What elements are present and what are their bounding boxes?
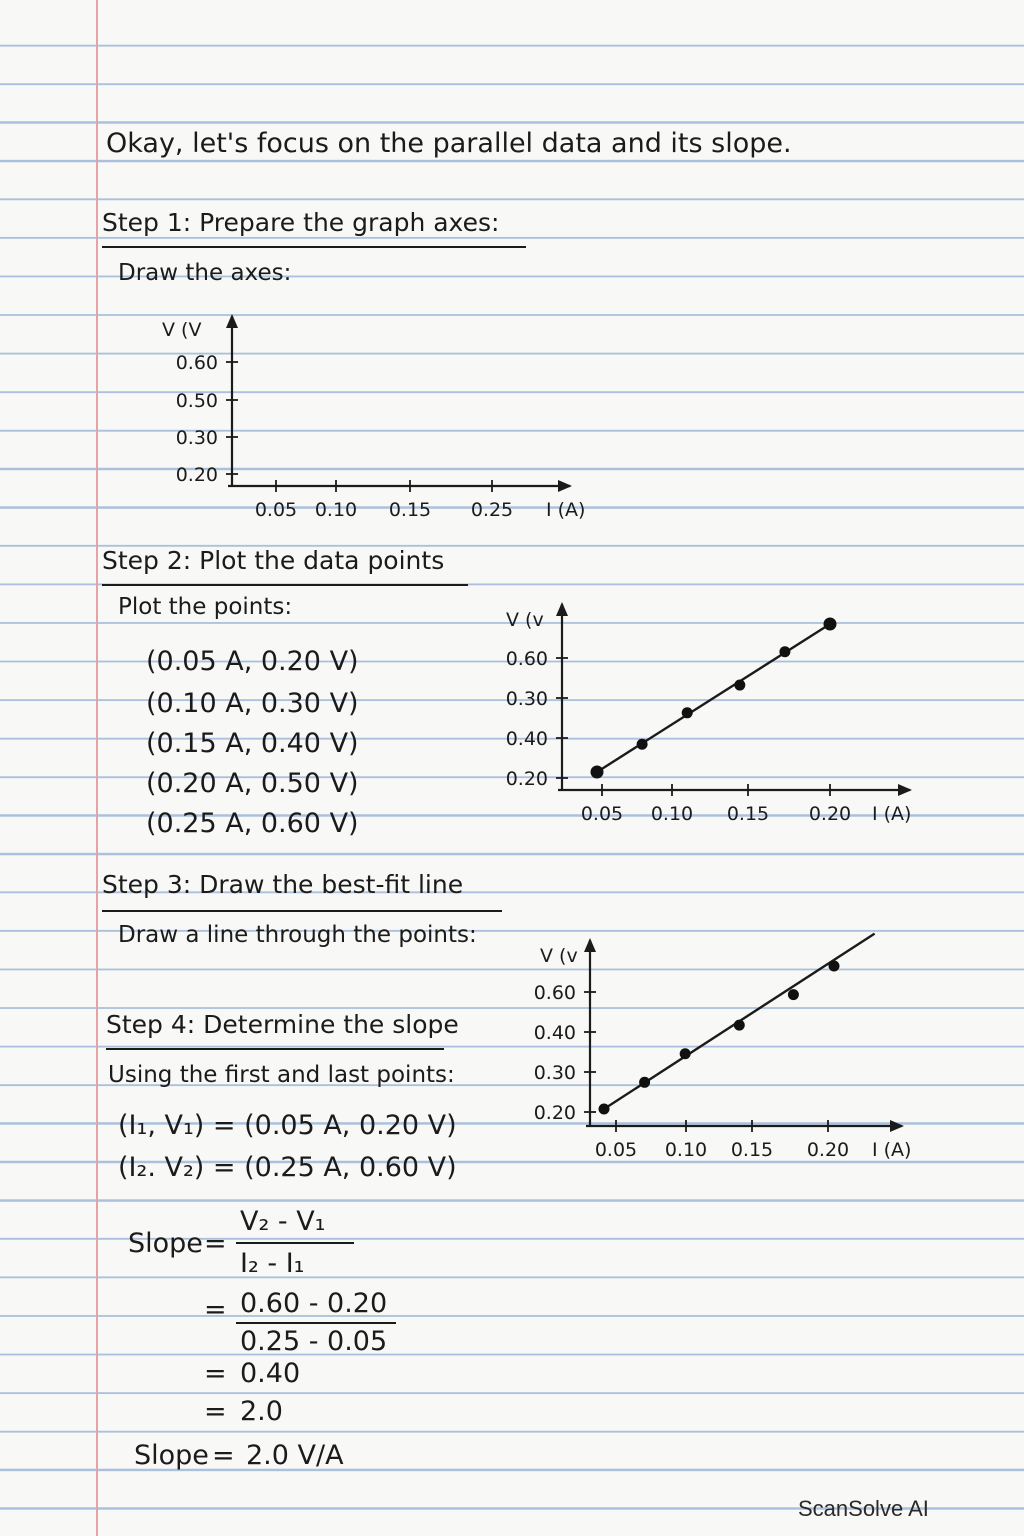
fraction1-bar bbox=[236, 1242, 354, 1244]
data-point bbox=[599, 1104, 610, 1115]
fraction1-denominator: I₂ - I₁ bbox=[240, 1248, 305, 1279]
equals-sign: = bbox=[212, 1440, 235, 1471]
equals-sign: = bbox=[204, 1294, 227, 1325]
y-tick-label: 0.40 bbox=[533, 1022, 576, 1044]
x-tick-label: 0.05 bbox=[254, 499, 298, 521]
y-axis-label: V (v bbox=[506, 609, 544, 631]
step4-title: Step 4: Determine the slope bbox=[106, 1010, 459, 1039]
x-tick-label: 0.15 bbox=[726, 803, 770, 825]
result-label: Slope bbox=[134, 1440, 209, 1471]
x-tick-label: 0.05 bbox=[580, 803, 624, 825]
step2-text: Plot the points: bbox=[118, 594, 293, 620]
x-tick-label: 0.10 bbox=[314, 499, 358, 521]
y-tick-label: 0.60 bbox=[175, 352, 218, 374]
y-tick-label: 0.30 bbox=[533, 1062, 576, 1084]
x-tick-label: 0.20 bbox=[808, 803, 852, 825]
y-axis-label: V (v bbox=[540, 945, 578, 967]
y-tick-label: 0.50 bbox=[175, 390, 218, 412]
y-tick-label: 0.60 bbox=[505, 648, 548, 670]
x-axis-arrow bbox=[890, 1120, 904, 1132]
y-tick-label: 0.60 bbox=[533, 982, 576, 1004]
y-axis-label: V (V bbox=[162, 319, 202, 341]
y-tick-label: 0.20 bbox=[533, 1102, 576, 1124]
point-item: (0.15 A, 0.40 V) bbox=[146, 728, 359, 759]
slope-label: Slope bbox=[128, 1228, 203, 1259]
step4-text: Using the first and last points: bbox=[108, 1062, 455, 1088]
x-tick-label: 0.10 bbox=[650, 803, 694, 825]
x-axis-label: I (A) bbox=[546, 499, 586, 521]
y-axis-arrow bbox=[584, 938, 596, 952]
intro-text: Okay, let's focus on the parallel data and its slope. bbox=[106, 128, 792, 159]
brand-watermark: ScanSolve AI bbox=[798, 1496, 929, 1521]
step3-text: Draw a line through the points: bbox=[118, 922, 477, 948]
slope-step4: 2.0 bbox=[240, 1396, 283, 1427]
step1-title: Step 1: Prepare the graph axes: bbox=[102, 208, 500, 237]
data-point bbox=[788, 989, 799, 1000]
x-axis-label: I (A) bbox=[872, 803, 912, 825]
step1-text: Draw the axes: bbox=[118, 260, 292, 286]
y-tick-label: 0.30 bbox=[505, 688, 548, 710]
point-item: (0.25 A, 0.60 V) bbox=[146, 808, 359, 839]
pair1-line: (I₁, V₁) = (0.05 A, 0.20 V) bbox=[118, 1110, 457, 1141]
x-tick-label: 0.10 bbox=[664, 1139, 708, 1161]
point-item: (0.10 A, 0.30 V) bbox=[146, 688, 359, 719]
point-item: (0.20 A, 0.50 V) bbox=[146, 768, 359, 799]
step2-title: Step 2: Plot the data points bbox=[102, 546, 445, 575]
data-point bbox=[639, 1077, 650, 1088]
y-tick-label: 0.20 bbox=[175, 464, 218, 486]
equals-sign: = bbox=[204, 1396, 227, 1427]
slope-result: 2.0 V/A bbox=[246, 1440, 344, 1471]
fraction2-numerator: 0.60 - 0.20 bbox=[240, 1288, 388, 1319]
x-tick-label: 0.20 bbox=[806, 1139, 850, 1161]
x-tick-label: 0.15 bbox=[388, 499, 432, 521]
equals-sign: = bbox=[204, 1228, 227, 1259]
x-tick-label: 0.05 bbox=[594, 1139, 638, 1161]
x-tick-label: 0.15 bbox=[730, 1139, 774, 1161]
y-tick-label: 0.30 bbox=[175, 427, 218, 449]
fraction2-bar bbox=[236, 1322, 396, 1324]
slope-step3: 0.40 bbox=[240, 1358, 301, 1389]
data-point bbox=[829, 961, 840, 972]
fraction2-denominator: 0.25 - 0.05 bbox=[240, 1326, 388, 1357]
equals-sign: = bbox=[204, 1358, 227, 1389]
step3-title: Step 3: Draw the best-fit line bbox=[102, 870, 464, 899]
data-point bbox=[680, 1048, 691, 1059]
data-point bbox=[734, 1020, 745, 1031]
y-tick-label: 0.40 bbox=[505, 728, 548, 750]
x-axis-label: I (A) bbox=[872, 1139, 912, 1161]
pair2-line: (I₂. V₂) = (0.25 A, 0.60 V) bbox=[118, 1152, 457, 1183]
point-item: (0.05 A, 0.20 V) bbox=[146, 646, 359, 677]
fraction1-numerator: V₂ - V₁ bbox=[240, 1206, 326, 1237]
step4-underline bbox=[106, 1048, 444, 1050]
x-tick-label: 0.25 bbox=[470, 499, 514, 521]
y-tick-label: 0.20 bbox=[505, 768, 548, 790]
